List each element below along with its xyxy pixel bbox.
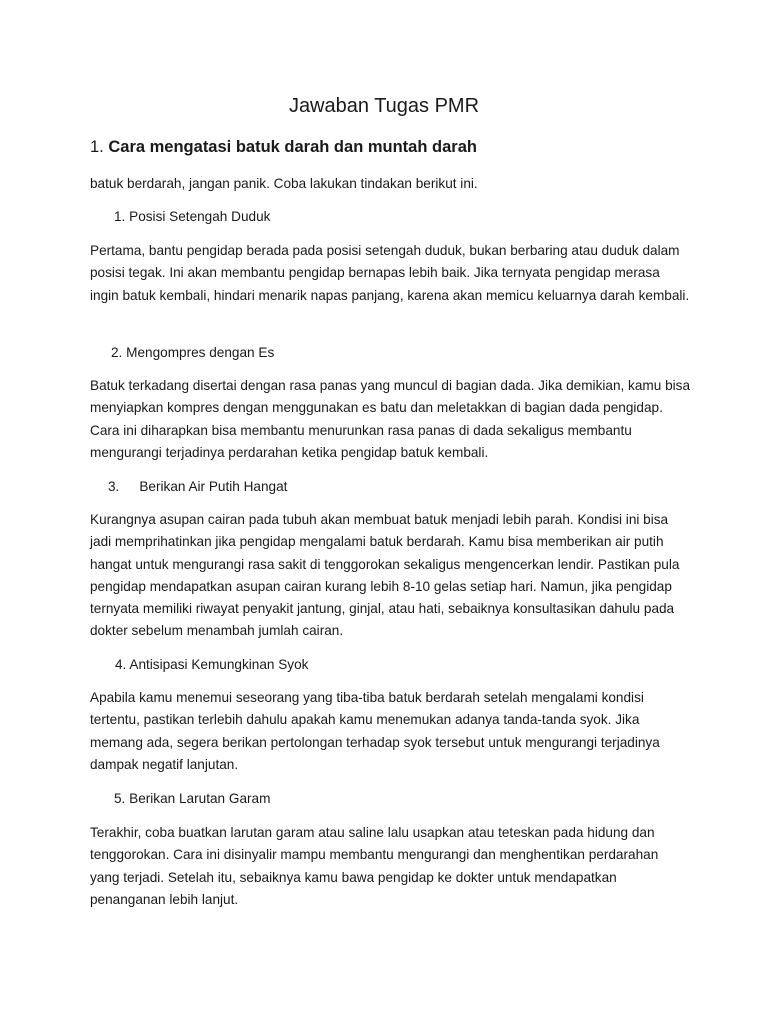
list-item-body-4: Apabila kamu menemui seseorang yang tiba-tiba batuk berdarah setelah mengalami kondisi tertentu, pastikan terlebih dahulu apakah kamu menemukan adanya tanda-tanda syok. Jika memang ada, segera berikan pertolongan terhadap syok tersebut untuk mengurangi terjadinya dampak negatif lanjutan. (90, 690, 660, 772)
list-heading-text-5: Berikan Larutan Garam (129, 791, 271, 806)
list-item-body-5: Terakhir, coba buatkan larutan garam atau saline lalu usapkan atau teteskan pada hidung dan tenggorokan. Cara ini disinyalir mampu membantu mengurangi dan menghentikan perdarahan yang terjadi. Setelah itu, sebaiknya kamu bawa pengidap ke dokter untuk mendapatkan penanganan lebih lanjut. (90, 825, 659, 907)
list-item-body-1: Pertama, bantu pengidap berada pada posisi setengah duduk, bukan berbaring atau duduk dalam posisi tegak. Ini akan membantu pengidap bernapas lebih baik. Jika ternyata pengidap merasa ingin batuk kembali, hindari menarik napas panjang, karena akan memicu keluarnya darah kembali. (90, 243, 690, 303)
list-marker-2: 2. (111, 345, 123, 360)
list-item-body-3: Kurangnya asupan cairan pada tubuh akan membuat batuk menjadi lebih parah. Kondisi ini bisa jadi memprihatinkan jika pengidap mengalami batuk berdarah. Kamu bisa memberikan air putih hangat untuk mengurangi rasa sakit di tenggorokan sekaligus mengencerkan lendir. Pastikan pula pengidap mendapatkan asupan cairan kurang lebih 8-10 gelas setiap hari. Namun, jika pengidap ternyata memiliki riwayat penyakit jantung, ginjal, atau hati, sebaiknya konsultasikan dahulu pada dokter sebelum menambah jumlah cairan. (90, 512, 680, 639)
list-marker-1: 1. (114, 209, 126, 224)
list-item-heading-4 (115, 654, 308, 676)
section-heading (90, 136, 477, 158)
list-item-heading-3 (108, 476, 287, 498)
list-item-heading-2 (111, 342, 274, 364)
list-heading-text-1: Posisi Setengah Duduk (129, 209, 271, 224)
list-marker-5: 5. (114, 791, 126, 806)
list-heading-text-2: Mengompres dengan Es (126, 345, 275, 360)
list-marker-4: 4. (115, 657, 127, 672)
list-heading-text-4: Antisipasi Kemungkinan Syok (129, 657, 309, 672)
section-title: Cara mengatasi batuk darah dan muntah darah (108, 138, 477, 156)
list-item-heading-1 (114, 206, 270, 228)
list-heading-text-3: Berikan Air Putih Hangat (139, 479, 288, 494)
intro-paragraph: batuk berdarah, jangan panik. Coba lakukan tindakan berikut ini. (90, 176, 478, 191)
list-marker-3: 3. (108, 479, 120, 494)
document-title: Jawaban Tugas PMR (288, 95, 480, 117)
section-number: 1. (90, 138, 104, 156)
list-item-heading-5 (114, 788, 270, 810)
list-item-body-2: Batuk terkadang disertai dengan rasa panas yang muncul di bagian dada. Jika demikian, kamu bisa menyiapkan kompres dengan menggunakan es batu dan meletakkan di bagian dada pengidap. Cara ini diharapkan bisa membantu menurunkan rasa panas di dada sekaligus membantu mengurangi terjadinya perdarahan ketika pengidap batuk kembali. (90, 378, 691, 460)
